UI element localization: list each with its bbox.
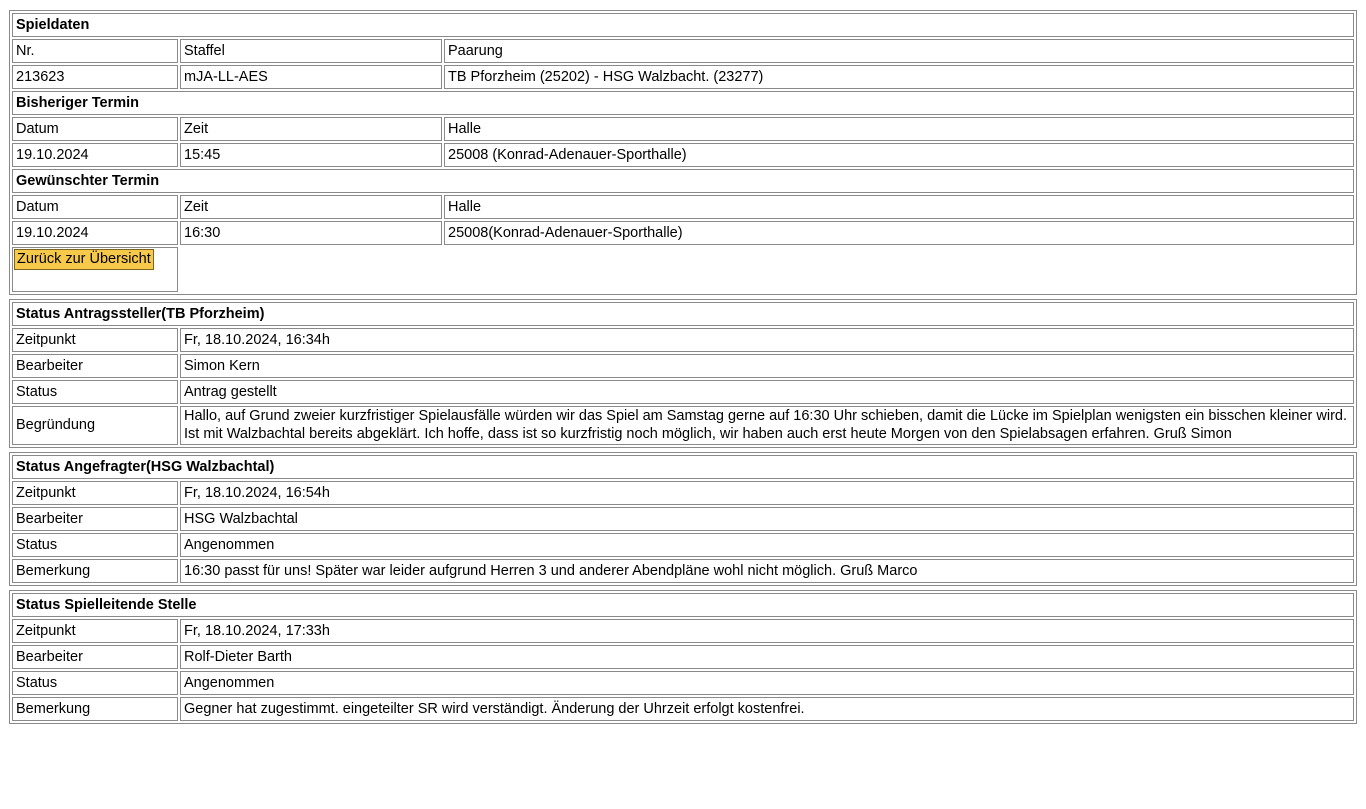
value-zeitpunkt: Fr, 18.10.2024, 17:33h xyxy=(180,619,1354,643)
table-row xyxy=(12,645,1354,669)
header-halle: Halle xyxy=(444,117,1354,141)
header-zeit: Zeit xyxy=(180,195,442,219)
page xyxy=(9,10,1357,724)
table-row xyxy=(12,221,1354,245)
table-row xyxy=(12,481,1354,505)
pairing: TB Pforzheim (25202) - HSG Walzbacht. (23277) xyxy=(444,65,1354,89)
label-status: Status xyxy=(12,671,178,695)
value-bearbeiter: Simon Kern xyxy=(180,354,1354,378)
table-row xyxy=(12,328,1354,352)
back-to-overview-button[interactable]: Zurück zur Übersicht xyxy=(14,249,154,270)
table-header-row xyxy=(12,39,1354,63)
label-status: Status xyxy=(12,533,178,557)
table-header-row xyxy=(12,117,1354,141)
label-zeitpunkt: Zeitpunkt xyxy=(12,481,178,505)
requested-time: 16:30 xyxy=(180,221,442,245)
value-status: Angenommen xyxy=(180,671,1354,695)
table-row xyxy=(12,619,1354,643)
header-nr: Nr. xyxy=(12,39,178,63)
table-header-row xyxy=(12,195,1354,219)
previous-date: 19.10.2024 xyxy=(12,143,178,167)
section-title-requested-party: Status Angefragter(HSG Walzbachtal) xyxy=(12,455,1354,479)
label-begruendung: Begründung xyxy=(12,406,178,445)
status-league-office-table xyxy=(9,590,1357,724)
previous-time: 15:45 xyxy=(180,143,442,167)
section-title-previous-date: Bisheriger Termin xyxy=(12,91,1354,115)
label-zeitpunkt: Zeitpunkt xyxy=(12,328,178,352)
game-number: 213623 xyxy=(12,65,178,89)
section-title-spieldaten: Spieldaten xyxy=(12,13,1354,37)
table-row xyxy=(12,380,1354,404)
section-title-applicant: Status Antragssteller(TB Pforzheim) xyxy=(12,302,1354,326)
table-row xyxy=(12,533,1354,557)
label-bearbeiter: Bearbeiter xyxy=(12,645,178,669)
league-code: mJA-LL-AES xyxy=(180,65,442,89)
back-button-cell xyxy=(12,247,178,292)
section-title-requested-date: Gewünschter Termin xyxy=(12,169,1354,193)
header-datum: Datum xyxy=(12,117,178,141)
value-bearbeiter: HSG Walzbachtal xyxy=(180,507,1354,531)
section-title-league-office: Status Spielleitende Stelle xyxy=(12,593,1354,617)
table-row xyxy=(12,406,1354,445)
table-row xyxy=(12,559,1354,583)
label-bearbeiter: Bearbeiter xyxy=(12,354,178,378)
value-bearbeiter: Rolf-Dieter Barth xyxy=(180,645,1354,669)
requested-hall: 25008(Konrad-Adenauer-Sporthalle) xyxy=(444,221,1354,245)
header-zeit: Zeit xyxy=(180,117,442,141)
value-zeitpunkt: Fr, 18.10.2024, 16:34h xyxy=(180,328,1354,352)
game-data-table xyxy=(9,10,1357,295)
header-halle: Halle xyxy=(444,195,1354,219)
status-applicant-table xyxy=(9,299,1357,448)
label-bemerkung: Bemerkung xyxy=(12,559,178,583)
table-row xyxy=(12,697,1354,721)
table-row xyxy=(12,65,1354,89)
table-row xyxy=(12,507,1354,531)
header-staffel: Staffel xyxy=(180,39,442,63)
table-row xyxy=(12,671,1354,695)
value-bemerkung: 16:30 passt für uns! Später war leider aufgrund Herren 3 und anderer Abendpläne wohl nicht möglich. Gruß Marco xyxy=(180,559,1354,583)
label-bemerkung: Bemerkung xyxy=(12,697,178,721)
table-row xyxy=(12,143,1354,167)
label-zeitpunkt: Zeitpunkt xyxy=(12,619,178,643)
value-begruendung: Hallo, auf Grund zweier kurzfristiger Spielausfälle würden wir das Spiel am Samstag gerne auf 16:30 Uhr schieben, damit die Lücke im Spielplan wenigsten ein bisschen kleiner wird. Ist mit Walzbachtal bereits abgeklärt. Ich hoffe, dass ist so kurzfristig noch möglich, wir haben auch erst heute Morgen von den Spielabsagen erfahren. Gruß Simon xyxy=(180,406,1354,445)
header-paarung: Paarung xyxy=(444,39,1354,63)
header-datum: Datum xyxy=(12,195,178,219)
value-status: Antrag gestellt xyxy=(180,380,1354,404)
table-row xyxy=(12,354,1354,378)
value-bemerkung: Gegner hat zugestimmt. eingeteilter SR wird verständigt. Änderung der Uhrzeit erfolgt kostenfrei. xyxy=(180,697,1354,721)
requested-date: 19.10.2024 xyxy=(12,221,178,245)
label-bearbeiter: Bearbeiter xyxy=(12,507,178,531)
previous-hall: 25008 (Konrad-Adenauer-Sporthalle) xyxy=(444,143,1354,167)
value-status: Angenommen xyxy=(180,533,1354,557)
status-requested-party-table xyxy=(9,452,1357,586)
value-zeitpunkt: Fr, 18.10.2024, 16:54h xyxy=(180,481,1354,505)
label-status: Status xyxy=(12,380,178,404)
